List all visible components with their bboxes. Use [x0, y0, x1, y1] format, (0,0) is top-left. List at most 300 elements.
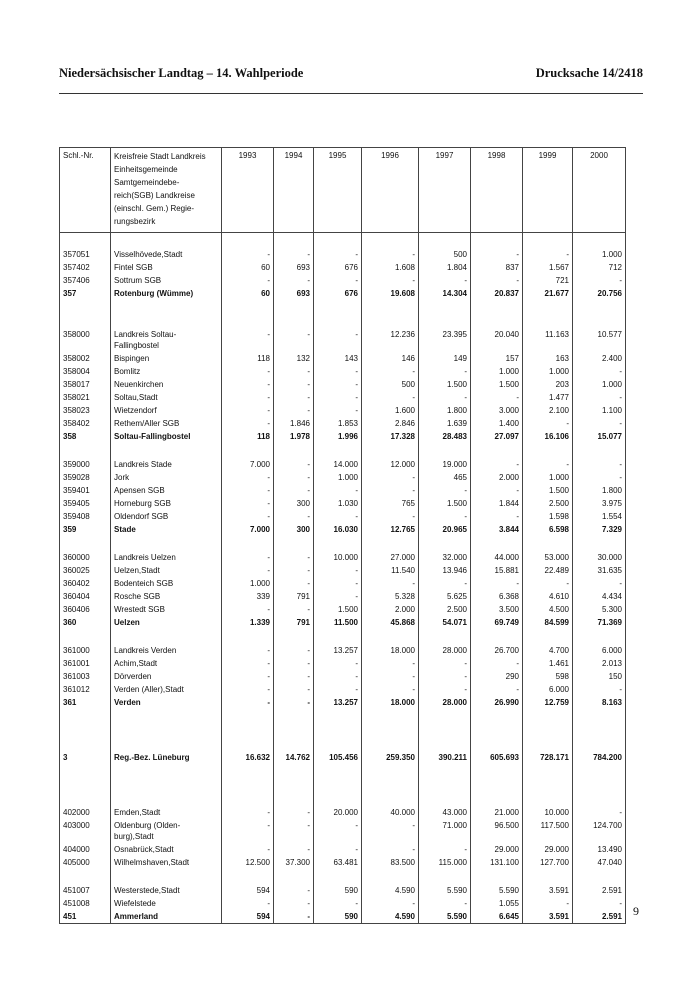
column-header-year: 1998	[471, 148, 523, 233]
value-cell: -	[222, 644, 274, 657]
empty-cell	[60, 536, 111, 551]
name-cell: Sottrum SGB	[111, 274, 222, 287]
key-cell: 358402	[60, 417, 111, 430]
value-cell: 3.591	[523, 910, 573, 924]
name-cell: Landkreis Uelzen	[111, 551, 222, 564]
table-row	[60, 458, 626, 471]
name-cell: Verden	[111, 696, 222, 709]
value-cell: 2.000	[471, 471, 523, 484]
value-cell: 27.097	[471, 430, 523, 443]
value-cell: -	[274, 328, 314, 352]
value-cell: -	[274, 884, 314, 897]
value-cell: 12.236	[362, 328, 419, 352]
empty-cell	[60, 869, 111, 884]
value-cell: 594	[222, 884, 274, 897]
column-header-year: 1997	[419, 148, 471, 233]
table-row	[60, 328, 626, 352]
value-cell: 14.762	[274, 751, 314, 764]
value-cell: 10.000	[314, 551, 362, 564]
value-cell: 6.598	[523, 523, 573, 536]
subtotal-row	[60, 910, 626, 924]
empty-cell	[419, 709, 471, 751]
value-cell: -	[471, 510, 523, 523]
value-cell: -	[222, 378, 274, 391]
value-cell: 13.257	[314, 696, 362, 709]
table-row	[60, 564, 626, 577]
key-cell: 361000	[60, 644, 111, 657]
value-cell: 11.500	[314, 616, 362, 629]
value-cell: 3.500	[471, 603, 523, 616]
key-cell: 360000	[60, 551, 111, 564]
key-cell: 360025	[60, 564, 111, 577]
empty-cell	[222, 629, 274, 644]
value-cell: -	[274, 551, 314, 564]
value-cell: 5.625	[419, 590, 471, 603]
value-cell: 791	[274, 616, 314, 629]
empty-cell	[111, 869, 222, 884]
name-cell: Reg.-Bez. Lüneburg	[111, 751, 222, 764]
empty-cell	[419, 443, 471, 458]
empty-cell	[362, 443, 419, 458]
name-cell: Bispingen	[111, 352, 222, 365]
value-cell: 29.000	[471, 843, 523, 856]
column-header-year: 1996	[362, 148, 419, 233]
empty-cell	[314, 536, 362, 551]
value-cell: 54.071	[419, 616, 471, 629]
value-cell: -	[314, 564, 362, 577]
spacer-row	[60, 300, 626, 328]
empty-cell	[60, 300, 111, 328]
value-cell: -	[573, 417, 626, 430]
value-cell: 1.978	[274, 430, 314, 443]
name-cell: Westerstede,Stadt	[111, 884, 222, 897]
column-header-year: 1994	[274, 148, 314, 233]
empty-cell	[362, 709, 419, 751]
value-cell: 1.853	[314, 417, 362, 430]
value-cell: 465	[419, 471, 471, 484]
value-cell: -	[362, 484, 419, 497]
value-cell: -	[523, 897, 573, 910]
value-cell: 132	[274, 352, 314, 365]
key-cell: 359	[60, 523, 111, 536]
name-cell: Wilhelmshaven,Stadt	[111, 856, 222, 869]
value-cell: 259.350	[362, 751, 419, 764]
value-cell: 30.000	[573, 551, 626, 564]
name-cell: Landkreis Soltau-Fallingbostel	[111, 328, 222, 352]
name-cell: Oldendorf SGB	[111, 510, 222, 523]
value-cell: -	[222, 391, 274, 404]
key-cell: 360402	[60, 577, 111, 590]
empty-cell	[362, 764, 419, 806]
value-cell: 13.946	[419, 564, 471, 577]
value-cell: 14.000	[314, 458, 362, 471]
value-cell: -	[362, 471, 419, 484]
value-cell: 676	[314, 261, 362, 274]
value-cell: -	[222, 819, 274, 843]
key-cell: 404000	[60, 843, 111, 856]
value-cell: 1.055	[471, 897, 523, 910]
value-cell: -	[274, 819, 314, 843]
value-cell: 1.608	[362, 261, 419, 274]
empty-cell	[471, 764, 523, 806]
value-cell: 31.635	[573, 564, 626, 577]
value-cell: 83.500	[362, 856, 419, 869]
value-cell: 728.171	[523, 751, 573, 764]
name-cell: Jork	[111, 471, 222, 484]
value-cell: -	[471, 391, 523, 404]
empty-cell	[314, 709, 362, 751]
value-cell: 1.598	[523, 510, 573, 523]
empty-cell	[314, 869, 362, 884]
value-cell: 19.608	[362, 287, 419, 300]
key-cell: 359401	[60, 484, 111, 497]
name-cell: Verden (Aller),Stadt	[111, 683, 222, 696]
value-cell: 2.000	[362, 603, 419, 616]
value-cell: -	[274, 644, 314, 657]
value-cell: 12.765	[362, 523, 419, 536]
table-row	[60, 471, 626, 484]
value-cell: 118	[222, 352, 274, 365]
table-row	[60, 590, 626, 603]
value-cell: 4.590	[362, 884, 419, 897]
value-cell: 2.591	[573, 910, 626, 924]
value-cell: -	[274, 274, 314, 287]
value-cell: -	[314, 670, 362, 683]
value-cell: 43.000	[419, 806, 471, 819]
key-cell: 357051	[60, 248, 111, 261]
value-cell: 4.434	[573, 590, 626, 603]
value-cell: 13.490	[573, 843, 626, 856]
empty-cell	[222, 300, 274, 328]
key-cell: 358	[60, 430, 111, 443]
value-cell: 5.590	[471, 884, 523, 897]
value-cell: -	[274, 897, 314, 910]
empty-cell	[523, 300, 573, 328]
name-cell: Apensen SGB	[111, 484, 222, 497]
name-cell: Bomlitz	[111, 365, 222, 378]
value-cell: -	[362, 577, 419, 590]
value-cell: 11.540	[362, 564, 419, 577]
value-cell: 26.700	[471, 644, 523, 657]
empty-cell	[60, 233, 111, 249]
value-cell: -	[419, 577, 471, 590]
value-cell: -	[523, 458, 573, 471]
value-cell: 765	[362, 497, 419, 510]
empty-cell	[523, 443, 573, 458]
value-cell: 10.000	[523, 806, 573, 819]
empty-cell	[222, 764, 274, 806]
value-cell: 18.000	[362, 644, 419, 657]
key-cell: 358017	[60, 378, 111, 391]
empty-cell	[573, 869, 626, 884]
key-cell: 358023	[60, 404, 111, 417]
empty-cell	[419, 536, 471, 551]
table-row	[60, 352, 626, 365]
value-cell: -	[222, 328, 274, 352]
key-cell: 360	[60, 616, 111, 629]
empty-cell	[573, 536, 626, 551]
value-cell: -	[419, 897, 471, 910]
value-cell: 71.369	[573, 616, 626, 629]
value-cell: -	[314, 590, 362, 603]
value-cell: -	[573, 458, 626, 471]
empty-cell	[111, 709, 222, 751]
table-row	[60, 577, 626, 590]
value-cell: 2.100	[523, 404, 573, 417]
value-cell: 1.000	[314, 471, 362, 484]
value-cell: -	[274, 696, 314, 709]
value-cell: -	[362, 391, 419, 404]
value-cell: -	[274, 577, 314, 590]
value-cell: 117.500	[523, 819, 573, 843]
value-cell: -	[274, 365, 314, 378]
value-cell: -	[314, 404, 362, 417]
value-cell: -	[523, 577, 573, 590]
value-cell: -	[274, 843, 314, 856]
value-cell: -	[314, 819, 362, 843]
empty-cell	[60, 709, 111, 751]
value-cell: -	[314, 577, 362, 590]
value-cell: -	[314, 897, 362, 910]
value-cell: -	[419, 510, 471, 523]
value-cell: 10.577	[573, 328, 626, 352]
name-cell: Uelzen	[111, 616, 222, 629]
value-cell: 1.000	[523, 471, 573, 484]
empty-cell	[573, 233, 626, 249]
name-cell: Neuenkirchen	[111, 378, 222, 391]
table-row	[60, 843, 626, 856]
value-cell: 28.000	[419, 644, 471, 657]
value-cell: 20.040	[471, 328, 523, 352]
value-cell: 693	[274, 287, 314, 300]
value-cell: 1.500	[419, 497, 471, 510]
value-cell: -	[222, 471, 274, 484]
empty-cell	[60, 629, 111, 644]
value-cell: 69.749	[471, 616, 523, 629]
value-cell: 20.837	[471, 287, 523, 300]
key-cell: 360404	[60, 590, 111, 603]
spacer-row	[60, 709, 626, 751]
value-cell: -	[419, 670, 471, 683]
key-cell: 361012	[60, 683, 111, 696]
value-cell: -	[222, 564, 274, 577]
value-cell: -	[362, 274, 419, 287]
value-cell: -	[314, 365, 362, 378]
value-cell: 1.000	[523, 365, 573, 378]
name-cell: Osnabrück,Stadt	[111, 843, 222, 856]
key-cell: 3	[60, 751, 111, 764]
empty-cell	[419, 764, 471, 806]
empty-cell	[573, 764, 626, 806]
value-cell: -	[314, 683, 362, 696]
value-cell: 300	[274, 497, 314, 510]
table-row	[60, 603, 626, 616]
value-cell: 1.996	[314, 430, 362, 443]
value-cell: 1.461	[523, 657, 573, 670]
column-header-key: Schl.-Nr.	[60, 148, 111, 233]
value-cell: 605.693	[471, 751, 523, 764]
table-row	[60, 819, 626, 843]
empty-cell	[471, 300, 523, 328]
value-cell: -	[523, 248, 573, 261]
value-cell: 1.804	[419, 261, 471, 274]
table-row	[60, 657, 626, 670]
value-cell: -	[573, 683, 626, 696]
value-cell: 28.483	[419, 430, 471, 443]
name-cell: Soltau,Stadt	[111, 391, 222, 404]
name-cell: Fintel SGB	[111, 261, 222, 274]
empty-cell	[523, 536, 573, 551]
table-row	[60, 510, 626, 523]
value-cell: 1.477	[523, 391, 573, 404]
empty-cell	[362, 536, 419, 551]
table-row	[60, 670, 626, 683]
value-cell: 149	[419, 352, 471, 365]
value-cell: -	[471, 484, 523, 497]
value-cell: -	[222, 603, 274, 616]
value-cell: 1.846	[274, 417, 314, 430]
name-cell: Wrestedt SGB	[111, 603, 222, 616]
empty-cell	[471, 869, 523, 884]
value-cell: -	[222, 696, 274, 709]
value-cell: 1.000	[573, 248, 626, 261]
table-row	[60, 884, 626, 897]
key-cell: 361003	[60, 670, 111, 683]
table-header-row	[60, 148, 626, 233]
value-cell: 13.257	[314, 644, 362, 657]
value-cell: 14.304	[419, 287, 471, 300]
name-cell: Bodenteich SGB	[111, 577, 222, 590]
empty-cell	[274, 869, 314, 884]
empty-cell	[274, 233, 314, 249]
value-cell: 6.000	[523, 683, 573, 696]
subtotal-row	[60, 287, 626, 300]
value-cell: -	[471, 248, 523, 261]
name-cell: Landkreis Verden	[111, 644, 222, 657]
value-cell: 27.000	[362, 551, 419, 564]
key-cell: 358002	[60, 352, 111, 365]
value-cell: -	[274, 657, 314, 670]
subtotal-row	[60, 751, 626, 764]
value-cell: 4.590	[362, 910, 419, 924]
value-cell: -	[573, 577, 626, 590]
key-cell: 361001	[60, 657, 111, 670]
document-title: Niedersächsischer Landtag – 14. Wahlperiode	[59, 66, 304, 80]
empty-cell	[362, 869, 419, 884]
value-cell: 29.000	[523, 843, 573, 856]
value-cell: 16.632	[222, 751, 274, 764]
value-cell: 6.368	[471, 590, 523, 603]
key-cell: 358021	[60, 391, 111, 404]
name-cell: Stade	[111, 523, 222, 536]
value-cell: 84.599	[523, 616, 573, 629]
value-cell: -	[274, 248, 314, 261]
value-cell: 390.211	[419, 751, 471, 764]
value-cell: 3.844	[471, 523, 523, 536]
empty-cell	[419, 869, 471, 884]
value-cell: -	[222, 510, 274, 523]
empty-cell	[274, 709, 314, 751]
value-cell: 71.000	[419, 819, 471, 843]
value-cell: 5.590	[419, 884, 471, 897]
value-cell: 8.163	[573, 696, 626, 709]
value-cell: 5.590	[419, 910, 471, 924]
value-cell: 1.567	[523, 261, 573, 274]
empty-cell	[222, 869, 274, 884]
spacer-row	[60, 869, 626, 884]
value-cell: 127.700	[523, 856, 573, 869]
table-row	[60, 856, 626, 869]
name-cell: Wiefelstede	[111, 897, 222, 910]
value-cell: 791	[274, 590, 314, 603]
value-cell: -	[274, 670, 314, 683]
value-cell: -	[274, 603, 314, 616]
value-cell: 1.339	[222, 616, 274, 629]
subtotal-row	[60, 616, 626, 629]
value-cell: 44.000	[471, 551, 523, 564]
empty-cell	[314, 764, 362, 806]
value-cell: 1.400	[471, 417, 523, 430]
value-cell: 45.868	[362, 616, 419, 629]
value-cell: 4.700	[523, 644, 573, 657]
value-cell: -	[222, 417, 274, 430]
key-cell: 359028	[60, 471, 111, 484]
value-cell: 2.500	[419, 603, 471, 616]
spacer-row	[60, 629, 626, 644]
value-cell: 118	[222, 430, 274, 443]
name-cell: Rosche SGB	[111, 590, 222, 603]
value-cell: 157	[471, 352, 523, 365]
value-cell: -	[523, 417, 573, 430]
empty-cell	[274, 629, 314, 644]
value-cell: 1.600	[362, 404, 419, 417]
value-cell: 16.030	[314, 523, 362, 536]
value-cell: -	[419, 683, 471, 696]
name-cell: Emden,Stadt	[111, 806, 222, 819]
value-cell: 150	[573, 670, 626, 683]
value-cell: -	[362, 248, 419, 261]
empty-cell	[222, 709, 274, 751]
empty-cell	[111, 536, 222, 551]
value-cell: 3.591	[523, 884, 573, 897]
column-header-year: 1999	[523, 148, 573, 233]
table-row	[60, 365, 626, 378]
empty-cell	[573, 443, 626, 458]
subtotal-row	[60, 430, 626, 443]
empty-cell	[111, 764, 222, 806]
column-header-year: 1993	[222, 148, 274, 233]
value-cell: 26.990	[471, 696, 523, 709]
value-cell: 500	[362, 378, 419, 391]
empty-cell	[471, 629, 523, 644]
table-row	[60, 644, 626, 657]
value-cell: -	[314, 510, 362, 523]
value-cell: 7.000	[222, 458, 274, 471]
value-cell: -	[314, 391, 362, 404]
value-cell: 115.000	[419, 856, 471, 869]
value-cell: 594	[222, 910, 274, 924]
value-cell: 17.328	[362, 430, 419, 443]
spacer-row	[60, 764, 626, 806]
value-cell: -	[274, 391, 314, 404]
empty-cell	[523, 869, 573, 884]
table-row	[60, 806, 626, 819]
value-cell: 53.000	[523, 551, 573, 564]
page-number: 9	[633, 904, 639, 918]
value-cell: 146	[362, 352, 419, 365]
empty-cell	[274, 536, 314, 551]
value-cell: -	[274, 564, 314, 577]
